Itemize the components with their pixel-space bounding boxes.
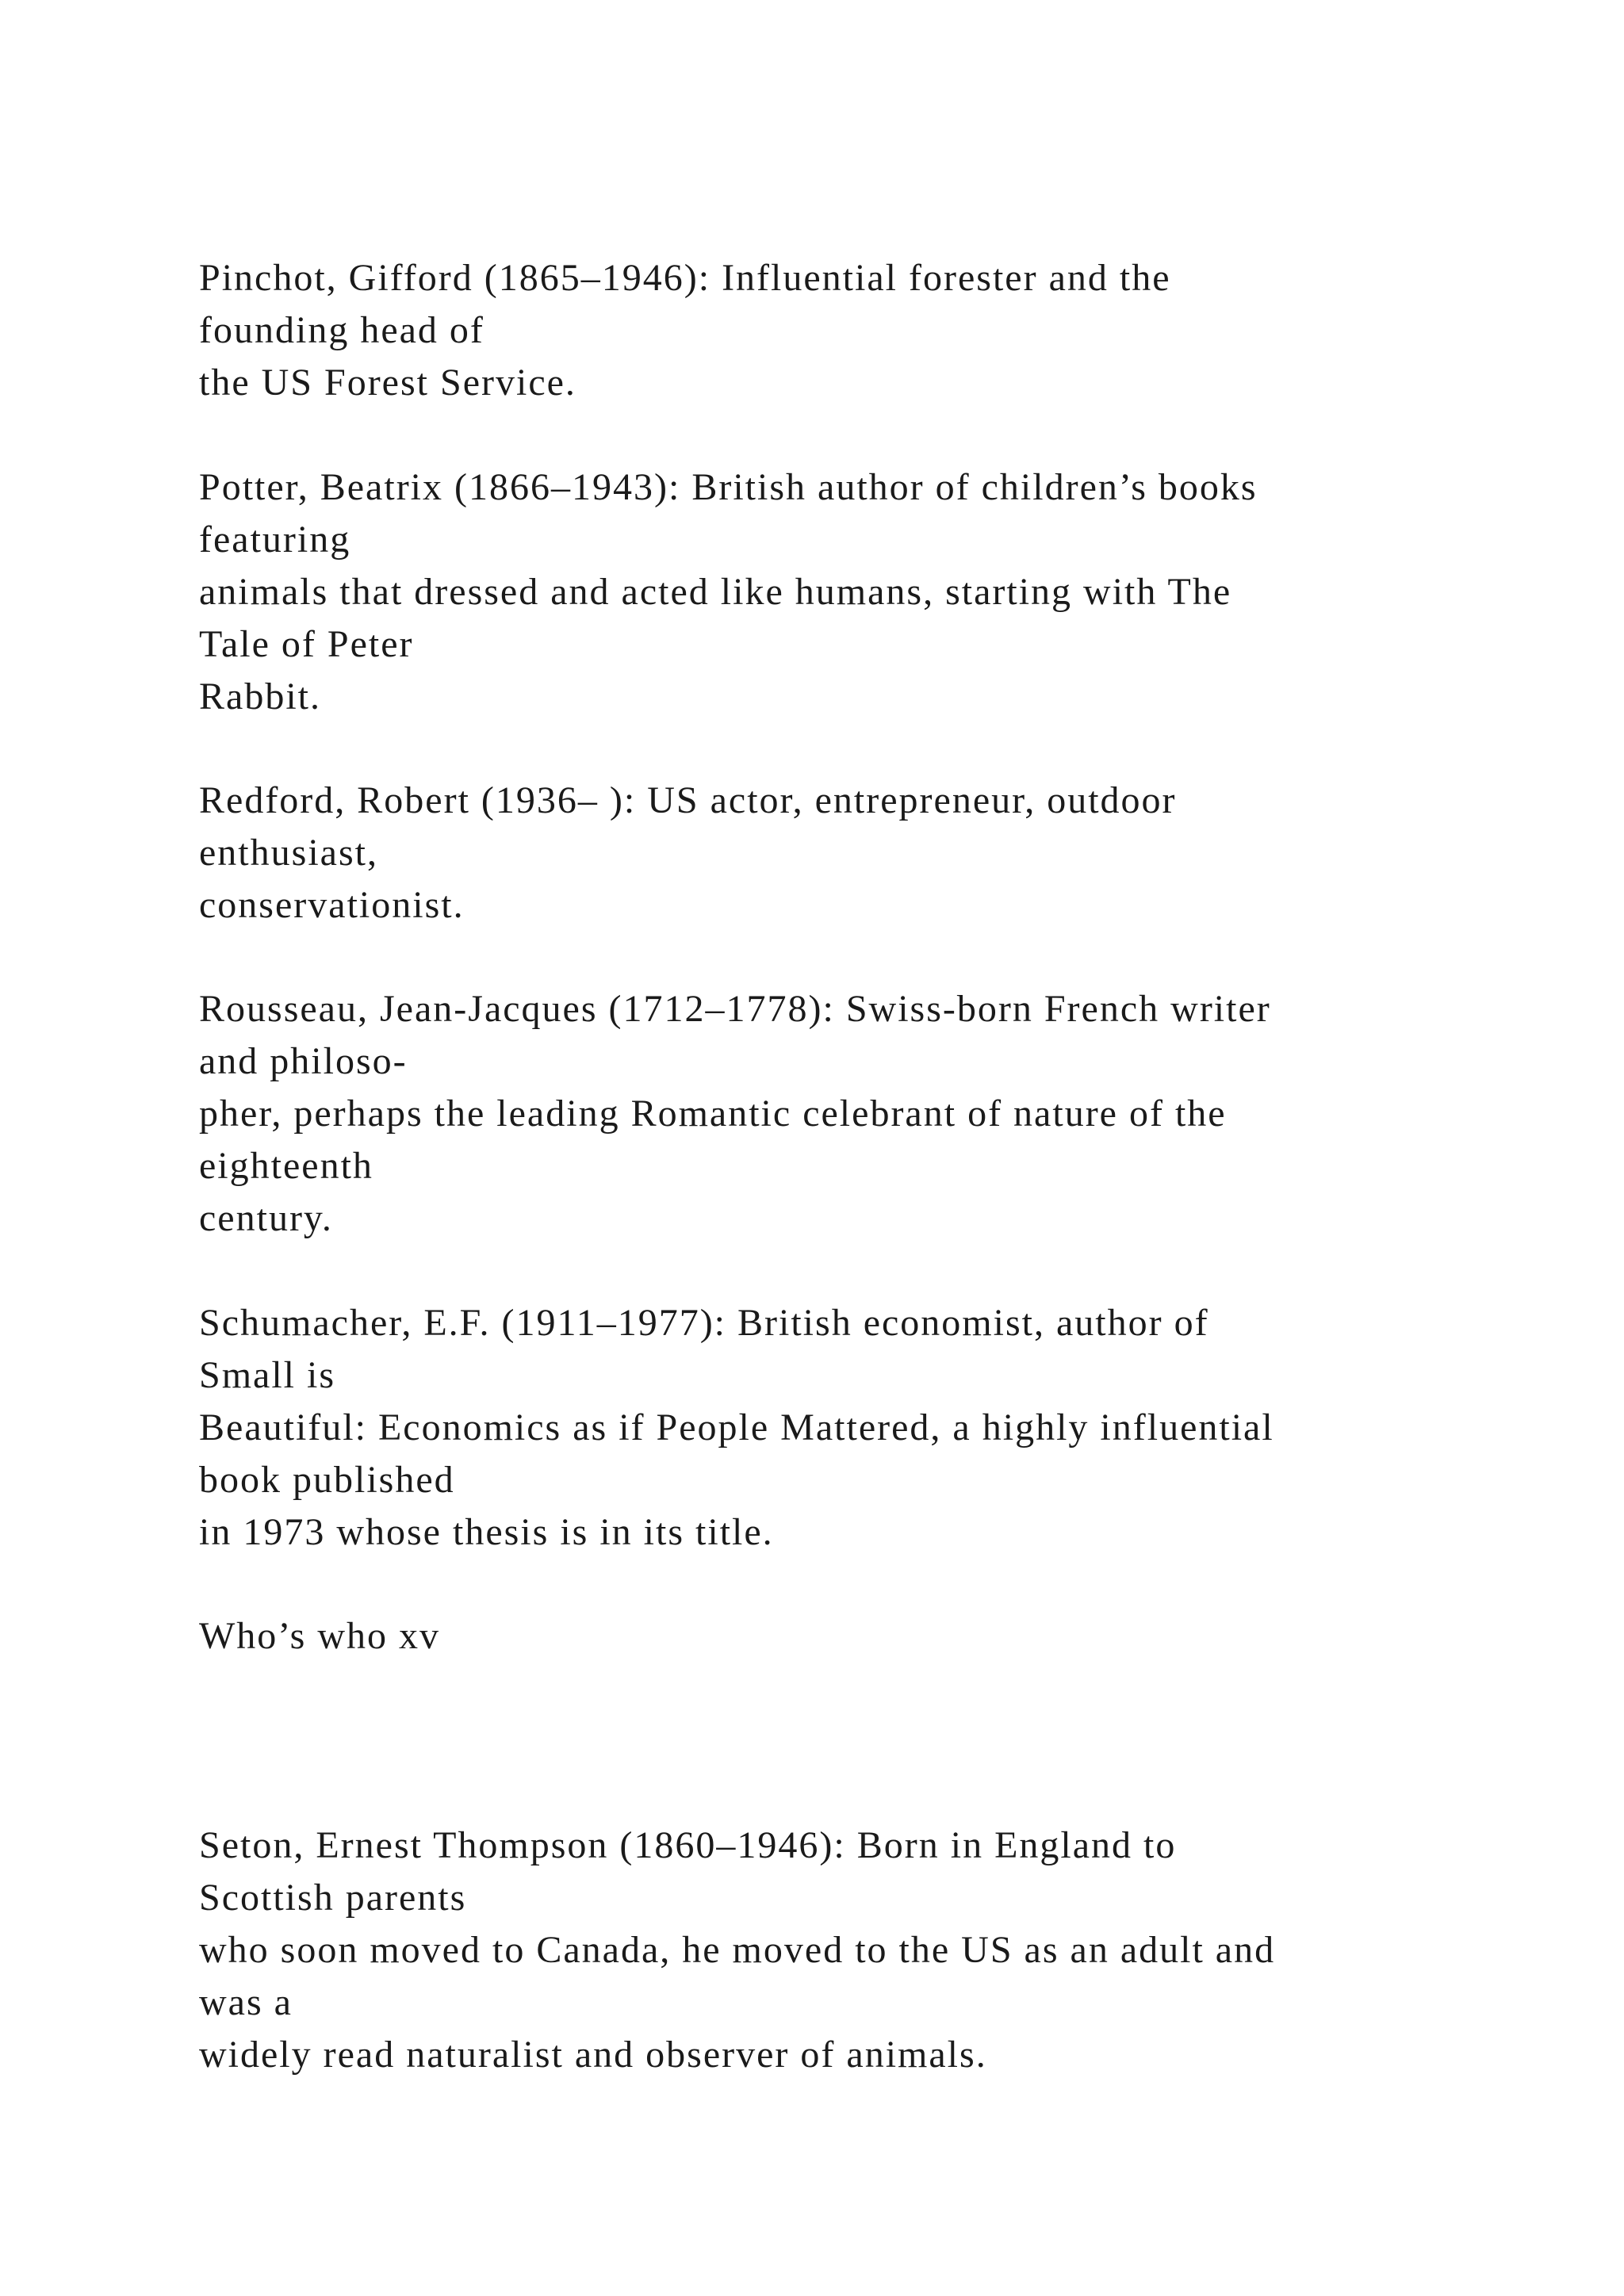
entry-schumacher [199, 1297, 1547, 1559]
entry-potter [199, 461, 1547, 723]
entry-line: pher, perhaps the leading Romantic celebrant of nature of the [199, 1093, 1227, 1135]
entry-line: Potter, Beatrix (1866–1943): British author of children’s books [199, 466, 1258, 508]
entry-line: Small is [199, 1354, 336, 1396]
entry-line: widely read naturalist and observer of animals. [199, 2034, 987, 2076]
entry-line: Beautiful: Economics as if People Mattered, a highly influential [199, 1406, 1274, 1448]
entry-line: who soon moved to Canada, he moved to the US as an adult and [199, 1929, 1276, 1971]
entry-line: was a [199, 1981, 293, 2023]
entry-line: Scottish parents [199, 1877, 467, 1919]
entry-redford [199, 775, 1547, 932]
entry-line: in 1973 whose thesis is in its title. [199, 1511, 774, 1553]
footer-text: Who’s who xv [199, 1615, 440, 1657]
entry-rousseau [199, 983, 1547, 1245]
entry-line: conservationist. [199, 884, 465, 926]
entry-line: Tale of Peter [199, 623, 414, 665]
running-footer [199, 1610, 1547, 1663]
entry-line: featuring [199, 519, 351, 561]
entry-line: Schumacher, E.F. (1911–1977): British economist, author of [199, 1302, 1209, 1344]
entry-line: and philoso- [199, 1040, 408, 1082]
entry-line: animals that dressed and acted like humans, starting with The [199, 571, 1232, 613]
entry-line: century. [199, 1197, 333, 1239]
entry-line: eighteenth [199, 1145, 373, 1187]
entry-pinchot [199, 252, 1547, 409]
entry-line: Redford, Robert (1936– ): US actor, entrepreneur, outdoor [199, 779, 1177, 821]
entry-line: Rousseau, Jean-Jacques (1712–1778): Swiss-born French writer [199, 988, 1271, 1030]
entry-line: founding head of [199, 309, 485, 351]
entry-line: Pinchot, Gifford (1865–1946): Influential forester and the [199, 257, 1171, 299]
entry-line: enthusiast, [199, 832, 378, 874]
entry-line: Seton, Ernest Thompson (1860–1946): Born in England to [199, 1824, 1177, 1866]
entry-line: Rabbit. [199, 675, 321, 718]
entry-line: the US Forest Service. [199, 362, 576, 404]
entry-seton [199, 1820, 1547, 2081]
entry-line: book published [199, 1459, 455, 1501]
